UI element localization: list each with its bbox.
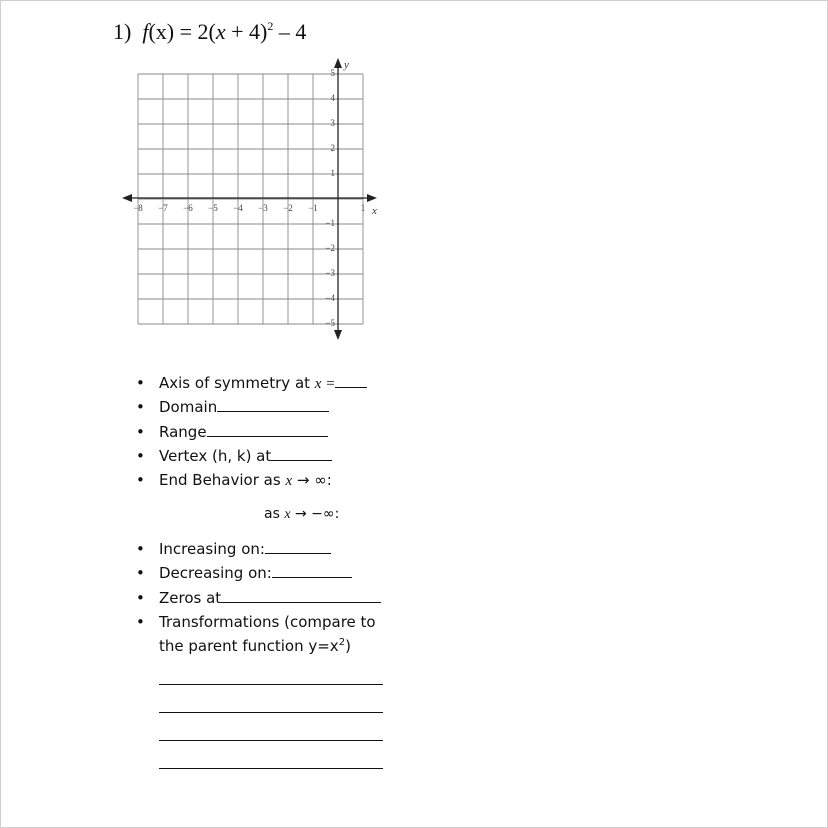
decreasing-label: Decreasing on:	[159, 564, 272, 583]
y-tick-label: 1	[330, 168, 335, 178]
vertex-blank-field[interactable]	[271, 444, 332, 461]
domain-label: Domain	[159, 398, 218, 417]
x-tick-labels	[133, 203, 365, 213]
axis-label: Axis of symmetry at	[159, 374, 315, 392]
vertex-label: Vertex (h, k) at	[159, 446, 272, 465]
coordinate-grid	[110, 50, 390, 350]
list-item-axis	[136, 371, 367, 395]
axis-var: x =	[314, 376, 336, 392]
range-blank-field[interactable]	[207, 420, 328, 437]
function-arg: (x)	[148, 19, 175, 44]
function-name: f	[142, 19, 149, 44]
list-item-transformations	[136, 610, 381, 634]
y-tick-label: 5	[330, 68, 335, 78]
y-tick-label: −4	[325, 293, 335, 303]
y-tick-label: −3	[325, 268, 335, 278]
transformation-answer-line[interactable]	[159, 712, 383, 713]
x-tick-label: −6	[183, 203, 193, 213]
list-item-decreasing	[136, 561, 381, 585]
y-tick-label: 3	[330, 118, 335, 128]
x-tick-label: −4	[233, 203, 243, 213]
bullet: •	[136, 540, 145, 558]
x-axis-right-arrow-icon	[367, 194, 377, 202]
transformations-label: Transformations (compare to	[159, 612, 376, 631]
bullet: •	[136, 612, 145, 631]
as-arrow: → −∞:	[290, 506, 340, 522]
parent-function-text	[159, 637, 351, 655]
properties-list-2	[136, 537, 381, 634]
bullet: •	[136, 471, 145, 490]
as-var: x	[284, 507, 291, 522]
list-item-domain	[136, 395, 367, 419]
transformation-answer-line[interactable]	[159, 740, 383, 741]
equation-part: = 2(	[174, 19, 216, 44]
y-tick-label: −5	[325, 318, 335, 328]
list-item-end-behavior	[136, 468, 367, 492]
transformation-answer-line[interactable]	[159, 684, 383, 685]
parent-exponent: 2	[338, 637, 346, 648]
list-item-increasing	[136, 537, 381, 561]
x-axis-left-arrow-icon	[122, 194, 132, 202]
end-behavior-label: End Behavior as	[159, 471, 286, 490]
x-tick-label: −5	[208, 203, 218, 213]
y-axis-up-arrow-icon	[334, 58, 342, 68]
end-behavior-arrow: → ∞:	[292, 471, 332, 490]
equation-var: x	[215, 19, 226, 44]
range-label: Range	[159, 422, 207, 441]
end-behavior-var: x	[285, 473, 293, 490]
properties-list-1	[136, 371, 367, 492]
x-tick-label: −1	[308, 203, 318, 213]
problem-statement	[113, 19, 306, 45]
increasing-label: Increasing on:	[159, 540, 265, 558]
x-tick-label: −8	[133, 203, 143, 213]
decreasing-blank-field[interactable]	[272, 561, 352, 578]
bullet: •	[136, 374, 145, 392]
x-tick-label: −2	[283, 203, 293, 213]
y-tick-label: −2	[325, 243, 335, 253]
x-tick-label: −3	[258, 203, 268, 213]
bullet: •	[136, 446, 145, 465]
y-axis-down-arrow-icon	[334, 330, 342, 340]
y-axis-label: y	[344, 59, 349, 71]
grid-lines	[138, 74, 363, 324]
y-tick-label: 2	[330, 143, 335, 153]
end-behavior-negative	[264, 506, 339, 523]
increasing-blank-field[interactable]	[265, 537, 331, 554]
zeros-blank-field[interactable]	[221, 586, 381, 603]
transformation-answer-line[interactable]	[159, 768, 383, 769]
list-item-zeros	[136, 586, 381, 610]
bullet: •	[136, 398, 145, 417]
parent-prefix: the parent function y=x	[159, 637, 339, 655]
bullet: •	[136, 564, 145, 583]
y-tick-label: −1	[325, 218, 335, 228]
x-tick-label: −7	[158, 203, 168, 213]
bullet: •	[136, 588, 145, 607]
zeros-label: Zeros at	[159, 588, 222, 607]
list-item-vertex	[136, 444, 367, 468]
axis-blank-field[interactable]	[335, 371, 367, 388]
as-label: as	[264, 506, 285, 522]
problem-number: 1)	[113, 19, 132, 44]
parent-suffix: )	[345, 637, 351, 655]
bullet: •	[136, 422, 145, 441]
x-axis-label: x	[372, 205, 377, 217]
equation-tail: – 4	[273, 19, 307, 44]
domain-blank-field[interactable]	[217, 395, 329, 412]
list-item-range	[136, 420, 367, 444]
equation-part-2: + 4)	[225, 19, 268, 44]
y-tick-label: 4	[330, 93, 335, 103]
equation-exponent: 2	[267, 19, 274, 33]
x-tick-label: 1	[360, 203, 366, 213]
